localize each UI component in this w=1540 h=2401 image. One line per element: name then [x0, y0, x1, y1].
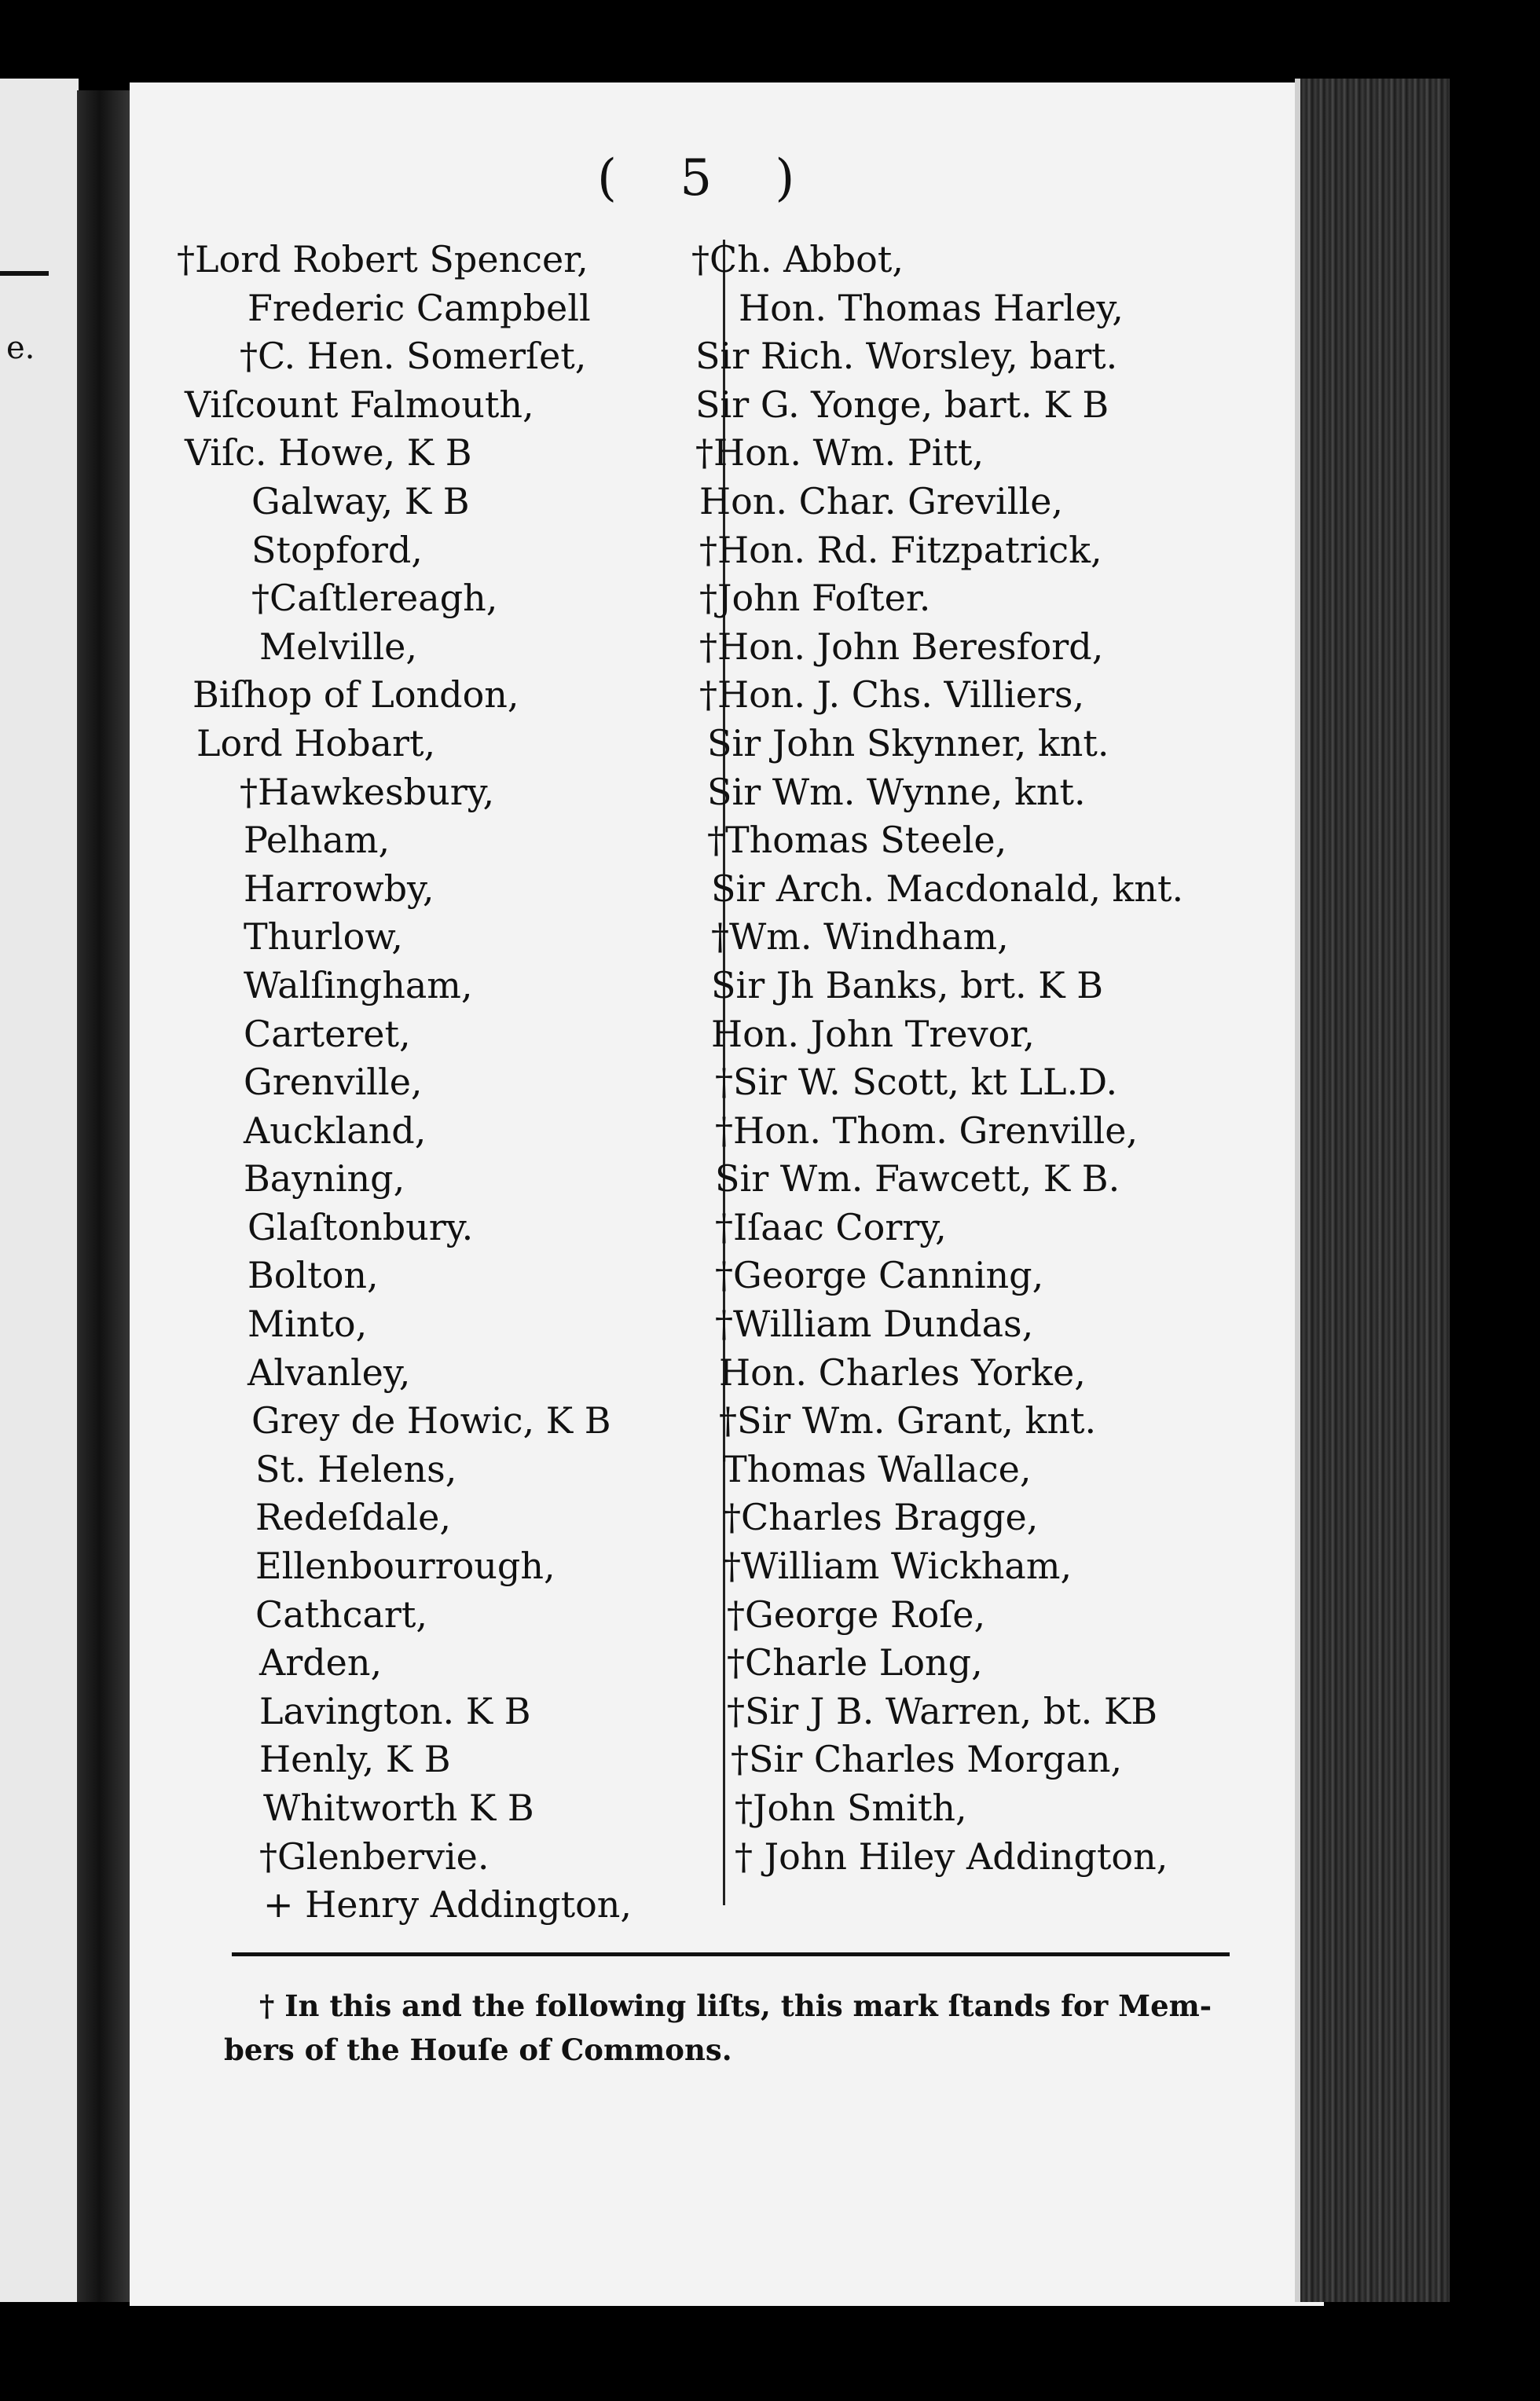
footnote: [224, 1984, 1269, 2072]
name-entry: Bayning,: [244, 1157, 405, 1200]
page-number: ( 5 ): [597, 149, 819, 207]
name-entry: Sir G. Yonge, bart. K B: [695, 383, 1109, 426]
name-entry: †Hon. Rd. Fitzpatrick,: [699, 528, 1102, 571]
name-entry: St. Helens,: [255, 1447, 457, 1490]
name-entry: †William Wickham,: [723, 1545, 1072, 1588]
name-entry: Hon. John Trevor,: [711, 1012, 1035, 1055]
facing-page-fragment: [0, 79, 79, 2302]
name-entry: †Charles Bragge,: [723, 1496, 1039, 1539]
name-entry: Thomas Wallace,: [723, 1447, 1032, 1490]
name-entry: Grenville,: [244, 1061, 423, 1104]
name-entry: †Hon. Wm. Pitt,: [695, 431, 984, 475]
name-entry: †Iſaac Corry,: [715, 1205, 947, 1248]
name-entry: Stopford,: [251, 528, 423, 571]
name-entry: Ellenbourrough,: [255, 1545, 556, 1588]
page-block-edge: [1300, 79, 1450, 2302]
name-entry: Henly, K B: [259, 1738, 451, 1781]
name-entry: Melville,: [259, 625, 418, 668]
name-entry: †Hon. J. Chs. Villiers,: [699, 673, 1085, 717]
name-entry: †Thomas Steele,: [707, 819, 1007, 862]
footnote-line: bers of the Houſe of Commons.: [224, 2033, 732, 2067]
footnote-line: † In this and the following liſts, this mark ſtands for Mem-: [259, 1989, 1212, 2023]
facing-page-text: e.: [6, 330, 35, 366]
name-entry: Biſhop of London,: [192, 673, 519, 717]
name-entry: Frederic Campbell: [248, 286, 591, 329]
name-entry: Thurlow,: [244, 915, 403, 959]
name-entry: Sir John Skynner, knt.: [707, 721, 1109, 764]
left-name-column: [177, 236, 632, 1930]
name-entry: †Lord Robert Spencer,: [177, 238, 588, 280]
name-entry: Carteret,: [244, 1012, 411, 1055]
name-entry: Sir Rich. Worsley, bart.: [695, 335, 1118, 378]
book-gutter: [77, 90, 134, 2302]
name-entry: Harrowby,: [244, 867, 434, 910]
facing-page-rule: [0, 271, 49, 276]
name-entry: †Caſtlereagh,: [251, 577, 498, 620]
name-entry: Sir Arch. Macdonald, knt.: [711, 867, 1184, 910]
name-entry: Arden,: [259, 1641, 383, 1684]
name-entry: Glaſtonbury.: [248, 1205, 474, 1248]
name-entry: Lavington. K B: [259, 1689, 531, 1732]
name-entry: Lord Hobart,: [196, 721, 436, 764]
name-entry: †Sir Charles Morgan,: [731, 1738, 1123, 1781]
name-entry: Auckland,: [244, 1109, 427, 1152]
name-entry: Bolton,: [248, 1254, 379, 1297]
name-entry: Minto,: [248, 1303, 368, 1346]
name-entry: Grey de Howic, K B: [251, 1399, 611, 1442]
name-entry: †George Canning,: [715, 1254, 1044, 1297]
name-entry: †Sir J B. Warren, bt. KB: [727, 1689, 1158, 1732]
name-entry: †William Dundas,: [715, 1303, 1034, 1346]
name-entry: Cathcart,: [255, 1593, 428, 1636]
name-entry: + Henry Addington,: [263, 1883, 632, 1926]
name-entry: Sir Wm. Wynne, knt.: [707, 770, 1086, 813]
name-entry: †Wm. Windham,: [711, 915, 1009, 959]
name-entry: Sir Jh Banks, brt. K B: [711, 963, 1104, 1006]
name-entry: †John Foſter.: [699, 577, 931, 620]
name-entry: Whitworth K B: [263, 1787, 534, 1829]
name-entry: Hon. Charles Yorke,: [719, 1351, 1086, 1394]
right-name-column: [691, 236, 1183, 1881]
name-entry: †Sir W. Scott, kt LL.D.: [715, 1061, 1118, 1104]
name-entry: Galway, K B: [251, 479, 470, 522]
name-entry: Redeſdale,: [255, 1496, 451, 1539]
name-entry: †Hon. Thom. Grenville,: [715, 1109, 1138, 1152]
name-entry: †Charle Long,: [727, 1641, 983, 1684]
name-entry: Pelham,: [244, 819, 390, 862]
name-entry: Hon. Thomas Harley,: [739, 286, 1124, 329]
name-entry: †John Smith,: [735, 1787, 967, 1829]
name-entry: †Glenbervie.: [259, 1835, 490, 1878]
name-entry: †George Roſe,: [727, 1593, 986, 1636]
name-entry: Hon. Char. Greville,: [699, 479, 1064, 522]
name-entry: †Sir Wm. Grant, knt.: [719, 1399, 1097, 1442]
footnote-rule: [232, 1952, 1230, 1956]
name-entry: † John Hiley Addington,: [735, 1835, 1168, 1878]
name-entry: †C. Hen. Somerſet,: [240, 335, 587, 378]
name-entry: †Ch. Abbot,: [691, 238, 904, 280]
name-entry: Viſc. Howe, K B: [185, 431, 472, 475]
name-entry: †Hon. John Beresford,: [699, 625, 1104, 668]
name-entry: †Hawkesbury,: [240, 770, 495, 813]
name-entry: Walſingham,: [244, 963, 473, 1006]
name-entry: Alvanley,: [248, 1351, 411, 1394]
name-entry: Viſcount Falmouth,: [185, 383, 534, 426]
name-entry: Sir Wm. Fawcett, K B.: [715, 1157, 1120, 1200]
